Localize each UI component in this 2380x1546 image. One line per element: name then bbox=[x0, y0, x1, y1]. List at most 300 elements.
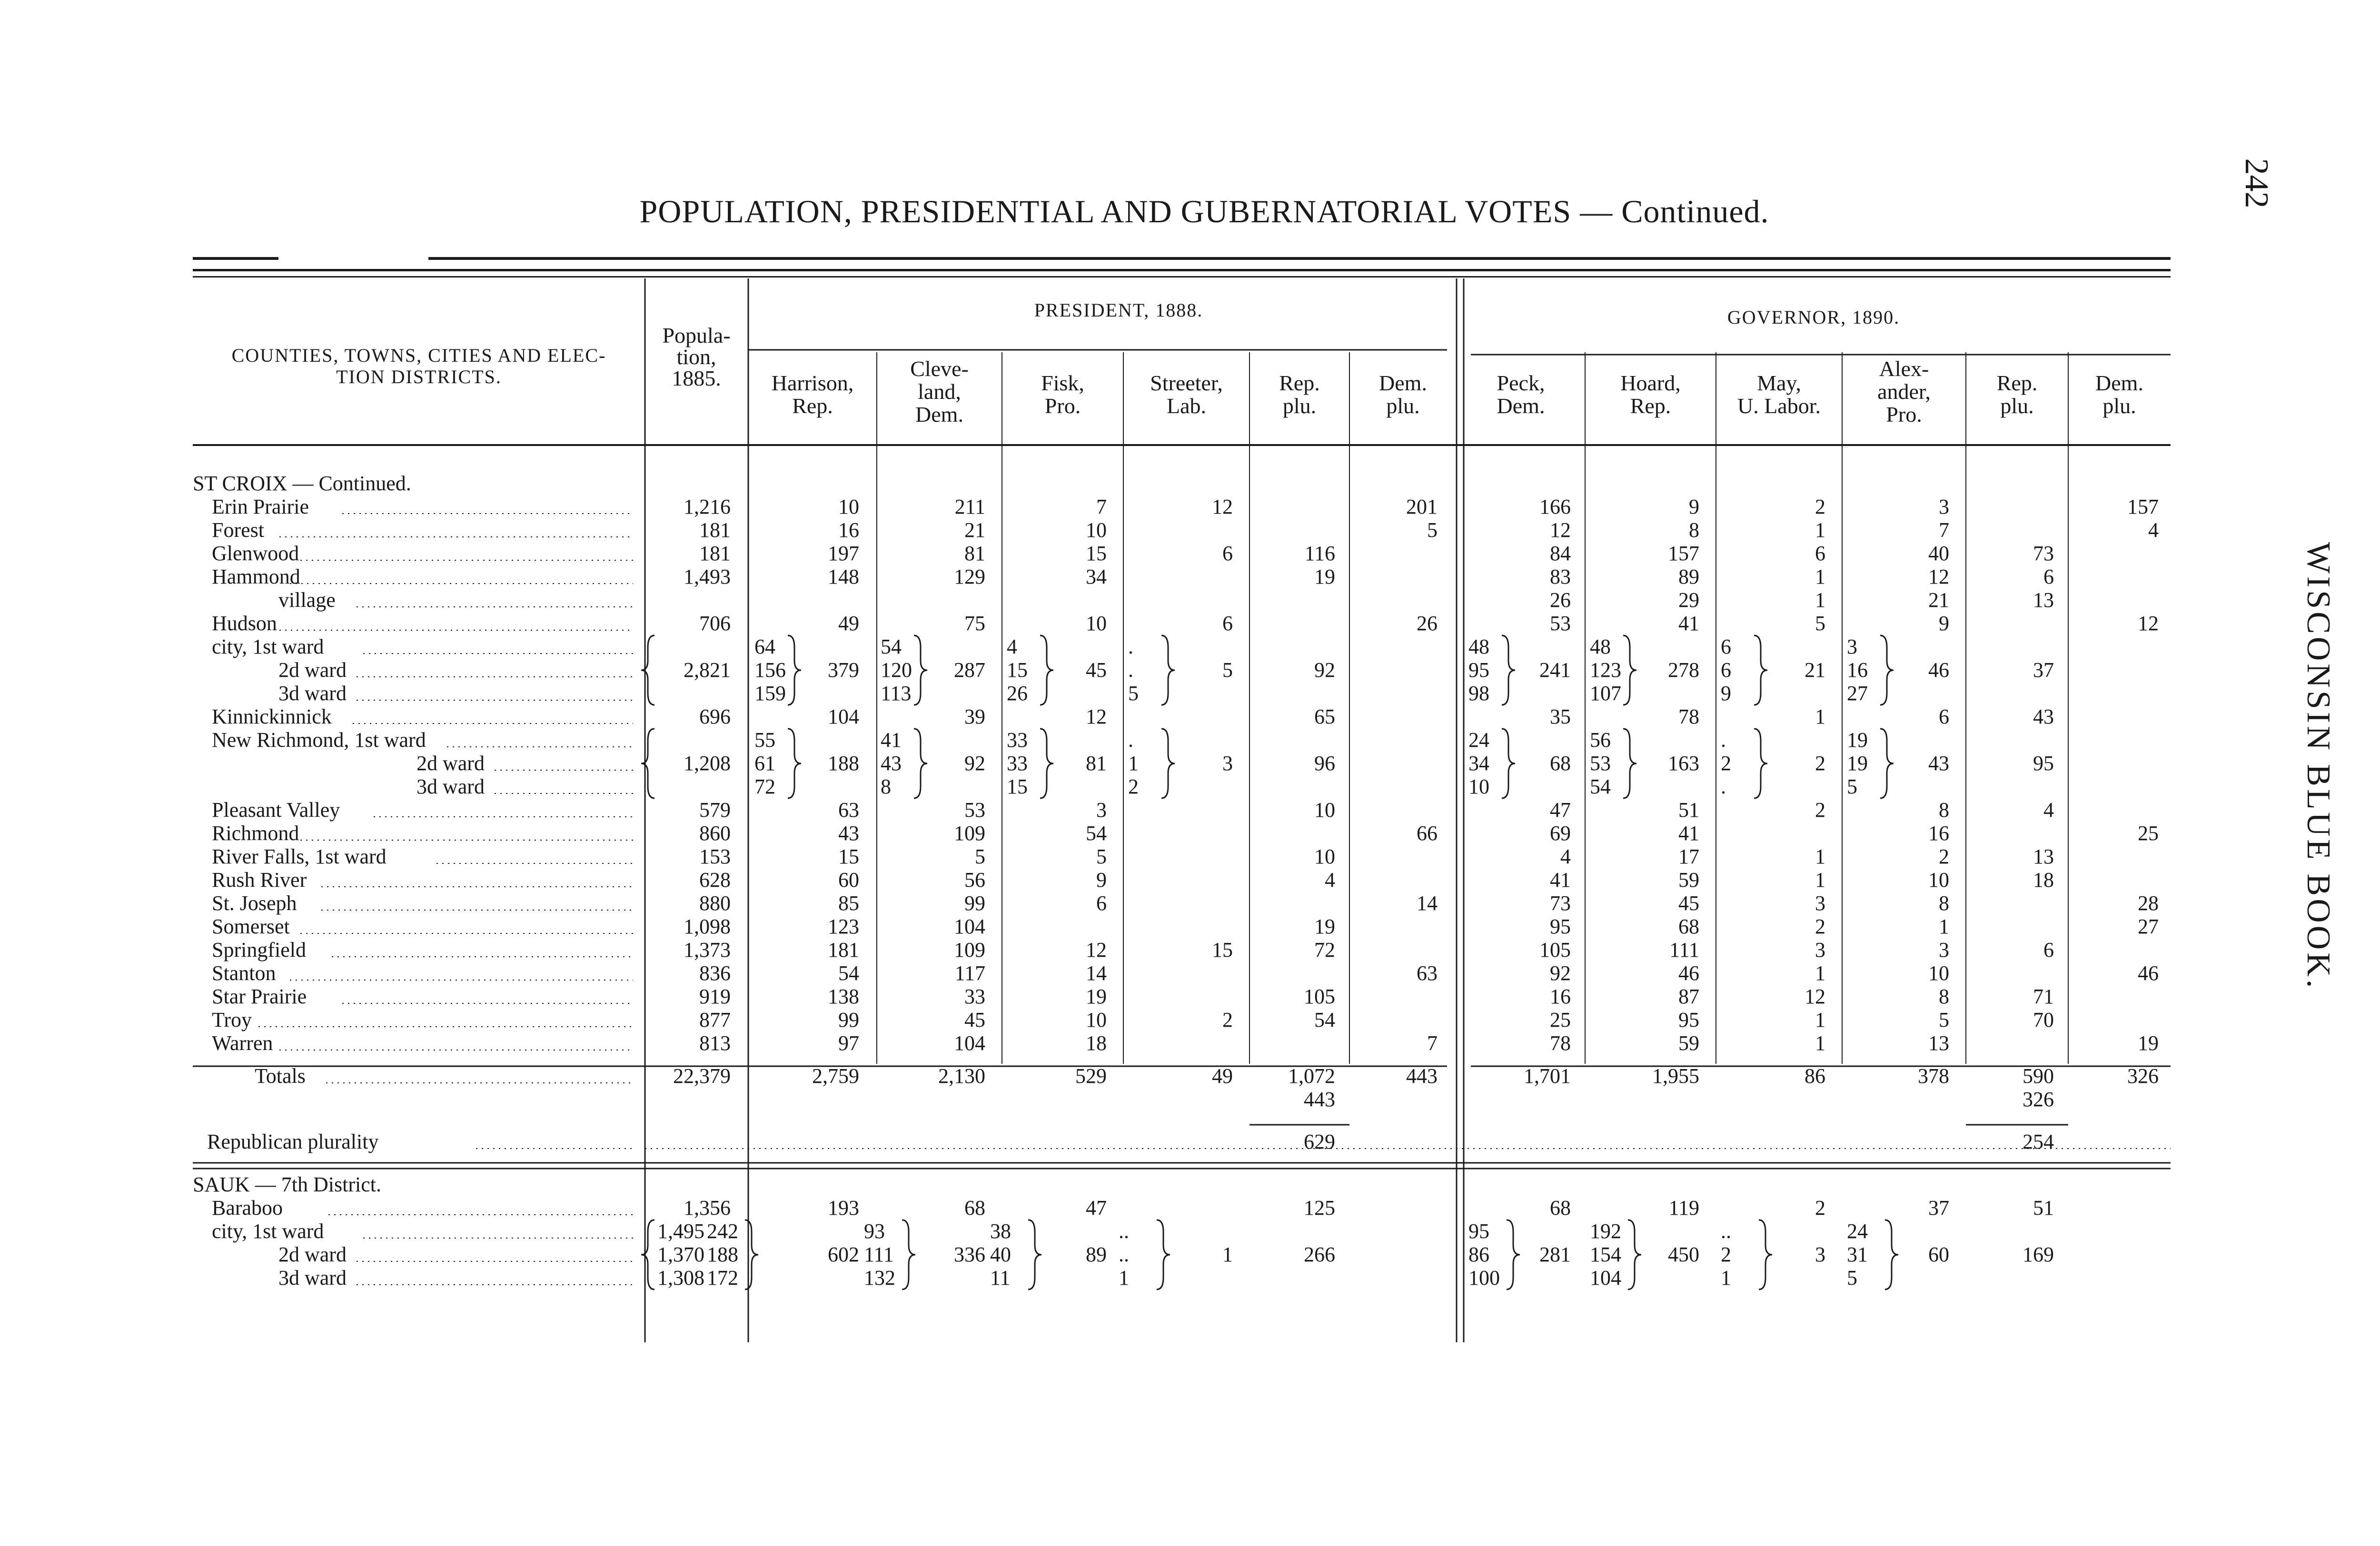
column-header-line: ander, bbox=[1877, 379, 1931, 404]
vote-value: 26 bbox=[1417, 612, 1438, 635]
row-label: city, 1st ward bbox=[212, 635, 324, 658]
vote-value: 15 bbox=[1086, 542, 1107, 565]
vote-value: 43 bbox=[1928, 752, 1949, 775]
vote-value: 35 bbox=[1550, 705, 1571, 728]
plurality-gov: 254 bbox=[2023, 1130, 2054, 1153]
vote-value: 71 bbox=[2033, 985, 2054, 1008]
vote-value: 1 bbox=[1815, 518, 1825, 542]
hudson-ward-value: 27 bbox=[1847, 682, 1868, 705]
sauk-ward-total: 281 bbox=[1539, 1243, 1571, 1266]
vote-value: 2 bbox=[1815, 495, 1825, 518]
new-richmond-ward-value: 43 bbox=[881, 752, 902, 775]
sauk-ward-value: 172 bbox=[707, 1266, 738, 1289]
population-value: 1,216 bbox=[684, 495, 731, 518]
vote-value: 16 bbox=[838, 518, 859, 542]
sauk-brace bbox=[1759, 1220, 1772, 1289]
sauk-brace bbox=[1028, 1220, 1041, 1289]
vote-value: 2 bbox=[1222, 1008, 1233, 1031]
hudson-ward-value: 4 bbox=[1007, 635, 1017, 658]
new-richmond-pop-brace bbox=[641, 729, 654, 798]
vote-value: 68 bbox=[964, 1196, 985, 1219]
row-label: 3d ward bbox=[416, 775, 485, 798]
column-header-line: Rep. bbox=[1630, 394, 1671, 418]
sauk-ward-value: .. bbox=[1119, 1219, 1129, 1243]
vote-value: 105 bbox=[1304, 985, 1335, 1008]
hudson-brace bbox=[1040, 635, 1053, 705]
totals-value: 1,955 bbox=[1652, 1064, 1699, 1088]
vote-value: 33 bbox=[964, 985, 985, 1008]
column-header-line: Alex- bbox=[1879, 357, 1929, 381]
vote-value: 12 bbox=[1086, 938, 1107, 961]
vote-value: 59 bbox=[1678, 1031, 1699, 1055]
population-value: 181 bbox=[699, 518, 731, 542]
sauk-ward-total: 336 bbox=[954, 1243, 985, 1266]
row-label: Somerset bbox=[212, 915, 290, 938]
vote-value: 81 bbox=[1086, 752, 1107, 775]
sauk-brace bbox=[1507, 1220, 1520, 1289]
new-richmond-ward-value: 19 bbox=[1847, 752, 1868, 775]
vote-value: 104 bbox=[828, 705, 859, 728]
vote-value: 13 bbox=[2033, 845, 2054, 868]
new-richmond-ward-value: 2 bbox=[1721, 752, 1731, 775]
vote-value: 193 bbox=[828, 1196, 859, 1219]
vote-value: 99 bbox=[838, 1008, 859, 1031]
sauk-ward-value: 188 bbox=[707, 1243, 738, 1266]
column-header-line: plu. bbox=[1282, 394, 1317, 418]
column-header-line: plu. bbox=[2000, 394, 2034, 418]
new-richmond-ward-value: 8 bbox=[881, 775, 891, 798]
vote-value: 148 bbox=[828, 565, 859, 588]
vote-value: 92 bbox=[964, 752, 985, 775]
sauk-brace bbox=[745, 1220, 758, 1289]
vote-value: 54 bbox=[1314, 1008, 1335, 1031]
vote-value: 211 bbox=[954, 495, 985, 518]
vote-value: 5 bbox=[1427, 518, 1438, 542]
row-label: Glenwood bbox=[212, 542, 299, 565]
vote-value: 92 bbox=[1314, 658, 1335, 682]
population-value: 153 bbox=[699, 845, 731, 868]
vote-value: 1 bbox=[1815, 961, 1825, 985]
sauk-pop-brace bbox=[641, 1220, 654, 1289]
population-header-line: Popula- bbox=[662, 323, 731, 347]
population-value: 1,308 bbox=[657, 1266, 704, 1289]
vote-value: 10 bbox=[1086, 518, 1107, 542]
new-richmond-brace bbox=[1623, 729, 1636, 798]
vote-value: 3 bbox=[1222, 752, 1233, 775]
vote-value: 89 bbox=[1678, 565, 1699, 588]
column-header-line: Dem. bbox=[2095, 371, 2143, 395]
vote-value: 26 bbox=[1550, 588, 1571, 612]
vote-value: 47 bbox=[1086, 1196, 1107, 1219]
sauk-rep-plu: 266 bbox=[1304, 1243, 1335, 1266]
vote-value: 125 bbox=[1304, 1196, 1335, 1219]
new-richmond-ward-value: 56 bbox=[1590, 728, 1611, 752]
vote-value: 37 bbox=[2033, 658, 2054, 682]
vote-value: 69 bbox=[1550, 822, 1571, 845]
sauk-ward-value: 31 bbox=[1847, 1243, 1868, 1266]
totals-population: 22,379 bbox=[673, 1064, 731, 1088]
counties-header-line2: TION DISTRICTS. bbox=[336, 366, 502, 387]
vote-value: 99 bbox=[964, 892, 985, 915]
column-header-line: Lab. bbox=[1166, 394, 1207, 418]
hudson-ward-value: 6 bbox=[1721, 635, 1731, 658]
new-richmond-brace bbox=[788, 729, 801, 798]
vote-value: 12 bbox=[2138, 612, 2159, 635]
totals-value: 2,759 bbox=[812, 1064, 859, 1088]
vote-value: 78 bbox=[1678, 705, 1699, 728]
vote-value: 9 bbox=[1689, 495, 1699, 518]
president-group-header: PRESIDENT, 1888. bbox=[1034, 299, 1203, 321]
column-header-line: May, bbox=[1757, 371, 1801, 395]
vote-value: 84 bbox=[1550, 542, 1571, 565]
hudson-brace bbox=[788, 635, 801, 705]
vote-value: 2 bbox=[1815, 915, 1825, 938]
sauk-ward-value: 154 bbox=[1590, 1243, 1621, 1266]
hudson-ward-value: 98 bbox=[1468, 682, 1489, 705]
hudson-ward-value: 48 bbox=[1468, 635, 1489, 658]
hudson-ward-value: 54 bbox=[881, 635, 902, 658]
row-label: Forest bbox=[212, 518, 264, 542]
vote-value: 41 bbox=[1678, 612, 1699, 635]
vote-value: 51 bbox=[1678, 798, 1699, 822]
column-header-line: Rep. bbox=[1279, 371, 1320, 395]
vote-value: 104 bbox=[954, 915, 985, 938]
row-label: 3d ward bbox=[278, 1266, 347, 1289]
vote-value: 1 bbox=[1815, 845, 1825, 868]
vote-value: 109 bbox=[954, 938, 985, 961]
row-label: St. Joseph bbox=[212, 892, 297, 915]
vote-value: 95 bbox=[1550, 915, 1571, 938]
vote-value: 19 bbox=[1314, 915, 1335, 938]
new-richmond-ward-value: 55 bbox=[754, 728, 775, 752]
governor-group-header: GOVERNOR, 1890. bbox=[1727, 307, 1900, 328]
sauk-ward-value: .. bbox=[1721, 1219, 1731, 1243]
vote-value: 12 bbox=[1928, 565, 1949, 588]
new-richmond-ward-value: . bbox=[1128, 728, 1133, 752]
vote-value: 6 bbox=[2043, 938, 2054, 961]
new-richmond-brace bbox=[1502, 729, 1515, 798]
vote-value: 46 bbox=[2138, 961, 2159, 985]
row-label: Troy bbox=[212, 1008, 252, 1031]
column-header-line: U. Labor. bbox=[1737, 394, 1821, 418]
sauk-ward-value: .. bbox=[1119, 1243, 1129, 1266]
hudson-ward-value: . bbox=[1128, 658, 1133, 682]
vote-value: 6 bbox=[1096, 892, 1107, 915]
hudson-ward-value: 113 bbox=[881, 682, 912, 705]
row-label: 2d ward bbox=[278, 1243, 347, 1266]
sauk-ward-value: 2 bbox=[1721, 1243, 1731, 1266]
sauk-ward-total: 3 bbox=[1815, 1243, 1825, 1266]
hudson-ward-value: . bbox=[1128, 635, 1133, 658]
hudson-brace bbox=[1880, 635, 1894, 705]
vote-value: 2 bbox=[1815, 752, 1825, 775]
vote-value: 1 bbox=[1815, 1008, 1825, 1031]
column-header-line: Streeter, bbox=[1150, 371, 1223, 395]
hudson-ward-value: 15 bbox=[1007, 658, 1028, 682]
vote-value: 3 bbox=[1815, 892, 1825, 915]
hudson-ward-value: 64 bbox=[754, 635, 775, 658]
row-label: Springfield bbox=[212, 938, 306, 961]
hudson-ward-value: 5 bbox=[1128, 682, 1139, 705]
vote-value: 5 bbox=[1939, 1008, 1949, 1031]
totals-label: Totals bbox=[255, 1064, 306, 1088]
vote-value: 10 bbox=[838, 495, 859, 518]
vote-value: 16 bbox=[1928, 822, 1949, 845]
vote-value: 37 bbox=[1928, 1196, 1949, 1219]
table-rules bbox=[193, 278, 2171, 1342]
vote-value: 6 bbox=[1815, 542, 1825, 565]
sauk-ward-value: 132 bbox=[864, 1266, 895, 1289]
vote-value: 49 bbox=[838, 612, 859, 635]
vote-value: 28 bbox=[2138, 892, 2159, 915]
new-richmond-ward-value: 5 bbox=[1847, 775, 1857, 798]
vote-value: 21 bbox=[964, 518, 985, 542]
vote-value: 241 bbox=[1539, 658, 1571, 682]
row-label: Stanton bbox=[212, 961, 276, 985]
sauk-ward-value: 40 bbox=[990, 1243, 1011, 1266]
county-heading-stcroix: ST CROIX — Continued. bbox=[193, 472, 411, 495]
vote-value: 197 bbox=[828, 542, 859, 565]
vote-value: 68 bbox=[1550, 1196, 1571, 1219]
vote-value: 5 bbox=[1096, 845, 1107, 868]
column-header-line: Pro. bbox=[1044, 394, 1081, 418]
vote-value: 45 bbox=[964, 1008, 985, 1031]
vote-value: 7 bbox=[1939, 518, 1949, 542]
vote-value: 73 bbox=[1550, 892, 1571, 915]
vote-value: 14 bbox=[1086, 961, 1107, 985]
new-richmond-ward-value: 19 bbox=[1847, 728, 1868, 752]
plurality-pres: 629 bbox=[1304, 1130, 1335, 1153]
vote-value: 157 bbox=[2127, 495, 2159, 518]
row-label: Richmond bbox=[212, 822, 299, 845]
row-label: 2d ward bbox=[278, 658, 347, 682]
totals-value: 378 bbox=[1918, 1064, 1949, 1088]
new-richmond-ward-value: 72 bbox=[754, 775, 775, 798]
vote-value: 45 bbox=[1086, 658, 1107, 682]
vote-value: 68 bbox=[1678, 915, 1699, 938]
new-richmond-ward-value: 61 bbox=[754, 752, 775, 775]
column-header-line: Dem. bbox=[1379, 371, 1427, 395]
population-value: 919 bbox=[699, 985, 731, 1008]
vote-value: 12 bbox=[1086, 705, 1107, 728]
vote-value: 166 bbox=[1539, 495, 1571, 518]
population-value: 836 bbox=[699, 961, 731, 985]
vote-value: 12 bbox=[1550, 518, 1571, 542]
sauk-ward-value: 242 bbox=[707, 1219, 738, 1243]
population-value: 877 bbox=[699, 1008, 731, 1031]
totals-value: 1,701 bbox=[1524, 1064, 1571, 1088]
vote-value: 8 bbox=[1939, 985, 1949, 1008]
vote-value: 3 bbox=[1815, 938, 1825, 961]
population-value: 2,821 bbox=[684, 658, 731, 682]
hudson-ward-value: 159 bbox=[754, 682, 786, 705]
vote-value: 16 bbox=[1550, 985, 1571, 1008]
totals-value: 326 bbox=[2127, 1064, 2159, 1088]
table-header bbox=[232, 299, 2143, 426]
vote-value: 21 bbox=[1928, 588, 1949, 612]
vote-value: 46 bbox=[1928, 658, 1949, 682]
vote-value: 45 bbox=[1678, 892, 1699, 915]
vote-value: 181 bbox=[828, 938, 859, 961]
vote-value: 41 bbox=[1678, 822, 1699, 845]
vote-value: 6 bbox=[1222, 542, 1233, 565]
vote-value: 96 bbox=[1314, 752, 1335, 775]
new-richmond-ward-value: 2 bbox=[1128, 775, 1139, 798]
column-header-line: plu. bbox=[2102, 394, 2136, 418]
new-richmond-ward-value: 15 bbox=[1007, 775, 1028, 798]
vote-value: 1 bbox=[1815, 565, 1825, 588]
row-label: Erin Prairie bbox=[212, 495, 309, 518]
hudson-ward-value: 9 bbox=[1721, 682, 1731, 705]
row-label: Pleasant Valley bbox=[212, 798, 340, 822]
vote-value: 8 bbox=[1689, 518, 1699, 542]
vote-value: 53 bbox=[1550, 612, 1571, 635]
hudson-ward-value: 6 bbox=[1721, 658, 1731, 682]
vote-value: 54 bbox=[1086, 822, 1107, 845]
population-value: 706 bbox=[699, 612, 731, 635]
vote-value: 3 bbox=[1096, 798, 1107, 822]
vote-value: 17 bbox=[1678, 845, 1699, 868]
hudson-ward-value: 107 bbox=[1590, 682, 1621, 705]
sauk-ward-total: 60 bbox=[1928, 1243, 1949, 1266]
vote-value: 129 bbox=[954, 565, 985, 588]
row-label: city, 1st ward bbox=[212, 1219, 324, 1243]
population-value: 696 bbox=[699, 705, 731, 728]
running-head: WISCONSIN BLUE BOOK. bbox=[2300, 542, 2337, 991]
vote-value: 47 bbox=[1550, 798, 1571, 822]
vote-value: 54 bbox=[838, 961, 859, 985]
vote-value: 2 bbox=[1939, 845, 1949, 868]
vote-value: 4 bbox=[1325, 868, 1335, 892]
vote-value: 105 bbox=[1539, 938, 1571, 961]
vote-value: 53 bbox=[964, 798, 985, 822]
vote-value: 10 bbox=[1928, 868, 1949, 892]
vote-value: 97 bbox=[838, 1031, 859, 1055]
vote-value: 6 bbox=[1222, 612, 1233, 635]
population-value: 813 bbox=[699, 1031, 731, 1055]
totals-value: 443 bbox=[1406, 1064, 1438, 1088]
vote-value: 10 bbox=[1086, 1008, 1107, 1031]
vote-value: 379 bbox=[828, 658, 859, 682]
hudson-ward-value: 3 bbox=[1847, 635, 1857, 658]
new-richmond-ward-value: 10 bbox=[1468, 775, 1489, 798]
sauk-ward-total: 450 bbox=[1668, 1243, 1699, 1266]
vote-value: 2 bbox=[1815, 1196, 1825, 1219]
sauk-ward-value: 38 bbox=[990, 1219, 1011, 1243]
row-label: village bbox=[278, 588, 336, 612]
population-value: 628 bbox=[699, 868, 731, 892]
vote-value: 4 bbox=[2043, 798, 2054, 822]
vote-value: 4 bbox=[2148, 518, 2159, 542]
vote-value: 60 bbox=[838, 868, 859, 892]
vote-value: 13 bbox=[2033, 588, 2054, 612]
sauk-ward-total: 89 bbox=[1086, 1243, 1107, 1266]
vote-value: 5 bbox=[1815, 612, 1825, 635]
new-richmond-ward-value: 54 bbox=[1590, 775, 1611, 798]
sauk-ward-value: 1 bbox=[1721, 1266, 1731, 1289]
vote-value: 59 bbox=[1678, 868, 1699, 892]
vote-value: 15 bbox=[838, 845, 859, 868]
vote-value: 40 bbox=[1928, 542, 1949, 565]
new-richmond-ward-value: 41 bbox=[881, 728, 902, 752]
sauk-brace bbox=[902, 1220, 915, 1289]
vote-value: 1 bbox=[1815, 588, 1825, 612]
new-richmond-ward-value: 33 bbox=[1007, 728, 1028, 752]
vote-value: 85 bbox=[838, 892, 859, 915]
vote-value: 201 bbox=[1406, 495, 1438, 518]
hudson-ward-value: 95 bbox=[1468, 658, 1489, 682]
vote-value: 163 bbox=[1668, 752, 1699, 775]
population-value: 860 bbox=[699, 822, 731, 845]
vote-value: 73 bbox=[2033, 542, 2054, 565]
vote-value: 75 bbox=[964, 612, 985, 635]
totals-value: 86 bbox=[1805, 1064, 1825, 1088]
vote-value: 92 bbox=[1550, 961, 1571, 985]
counties-header-line1: COUNTIES, TOWNS, CITIES AND ELEC- bbox=[231, 345, 606, 366]
vote-value: 123 bbox=[828, 915, 859, 938]
hudson-pop-brace bbox=[641, 635, 654, 705]
vote-value: 3 bbox=[1939, 938, 1949, 961]
vote-value: 10 bbox=[1314, 845, 1335, 868]
sauk-ward-value: 100 bbox=[1468, 1266, 1500, 1289]
vote-value: 41 bbox=[1550, 868, 1571, 892]
vote-value: 287 bbox=[954, 658, 985, 682]
vote-value: 119 bbox=[1668, 1196, 1699, 1219]
new-richmond-ward-value: 24 bbox=[1468, 728, 1489, 752]
vote-value: 10 bbox=[1928, 961, 1949, 985]
row-label: Hammond bbox=[212, 565, 300, 588]
new-richmond-brace bbox=[1754, 729, 1767, 798]
vote-value: 21 bbox=[1805, 658, 1825, 682]
vote-value: 111 bbox=[1669, 938, 1699, 961]
totals-gov-rep-plu-sub: 326 bbox=[2023, 1088, 2054, 1111]
column-header-line: Peck, bbox=[1497, 371, 1545, 395]
vote-value: 1 bbox=[1815, 1031, 1825, 1055]
population-value: 1,208 bbox=[684, 752, 731, 775]
population-value: 1,493 bbox=[684, 565, 731, 588]
vote-value: 39 bbox=[964, 705, 985, 728]
column-header-line: Cleve- bbox=[910, 357, 969, 381]
vote-value: 1 bbox=[1939, 915, 1949, 938]
new-richmond-ward-value: 1 bbox=[1128, 752, 1139, 775]
vote-value: 19 bbox=[2138, 1031, 2159, 1055]
column-header-line: Dem. bbox=[915, 402, 963, 426]
vote-value: 7 bbox=[1096, 495, 1107, 518]
sauk-ward-value: 1 bbox=[1119, 1266, 1129, 1289]
hudson-brace bbox=[1502, 635, 1515, 705]
column-header-line: Rep. bbox=[1996, 371, 2038, 395]
row-label: Baraboo bbox=[212, 1196, 283, 1219]
vote-value: 9 bbox=[1096, 868, 1107, 892]
vote-value: 109 bbox=[954, 822, 985, 845]
row-label: Rush River bbox=[212, 868, 307, 892]
vote-value: 25 bbox=[1550, 1008, 1571, 1031]
column-header-line: Pro. bbox=[1886, 402, 1922, 426]
vote-value: 18 bbox=[1086, 1031, 1107, 1055]
hudson-ward-value: 120 bbox=[881, 658, 912, 682]
new-richmond-brace bbox=[914, 729, 927, 798]
vote-value: 14 bbox=[1417, 892, 1438, 915]
row-label: Warren bbox=[212, 1031, 273, 1055]
new-richmond-ward-value: . bbox=[1721, 728, 1726, 752]
totals-value: 2,130 bbox=[938, 1064, 985, 1088]
sauk-ward-value: 111 bbox=[864, 1243, 894, 1266]
hudson-ward-value: 156 bbox=[754, 658, 786, 682]
population-value: 1,370 bbox=[657, 1243, 704, 1266]
totals-rep-plu-sub: 443 bbox=[1304, 1088, 1335, 1111]
sauk-ward-value: 192 bbox=[1590, 1219, 1621, 1243]
vote-value: 95 bbox=[1678, 1008, 1699, 1031]
